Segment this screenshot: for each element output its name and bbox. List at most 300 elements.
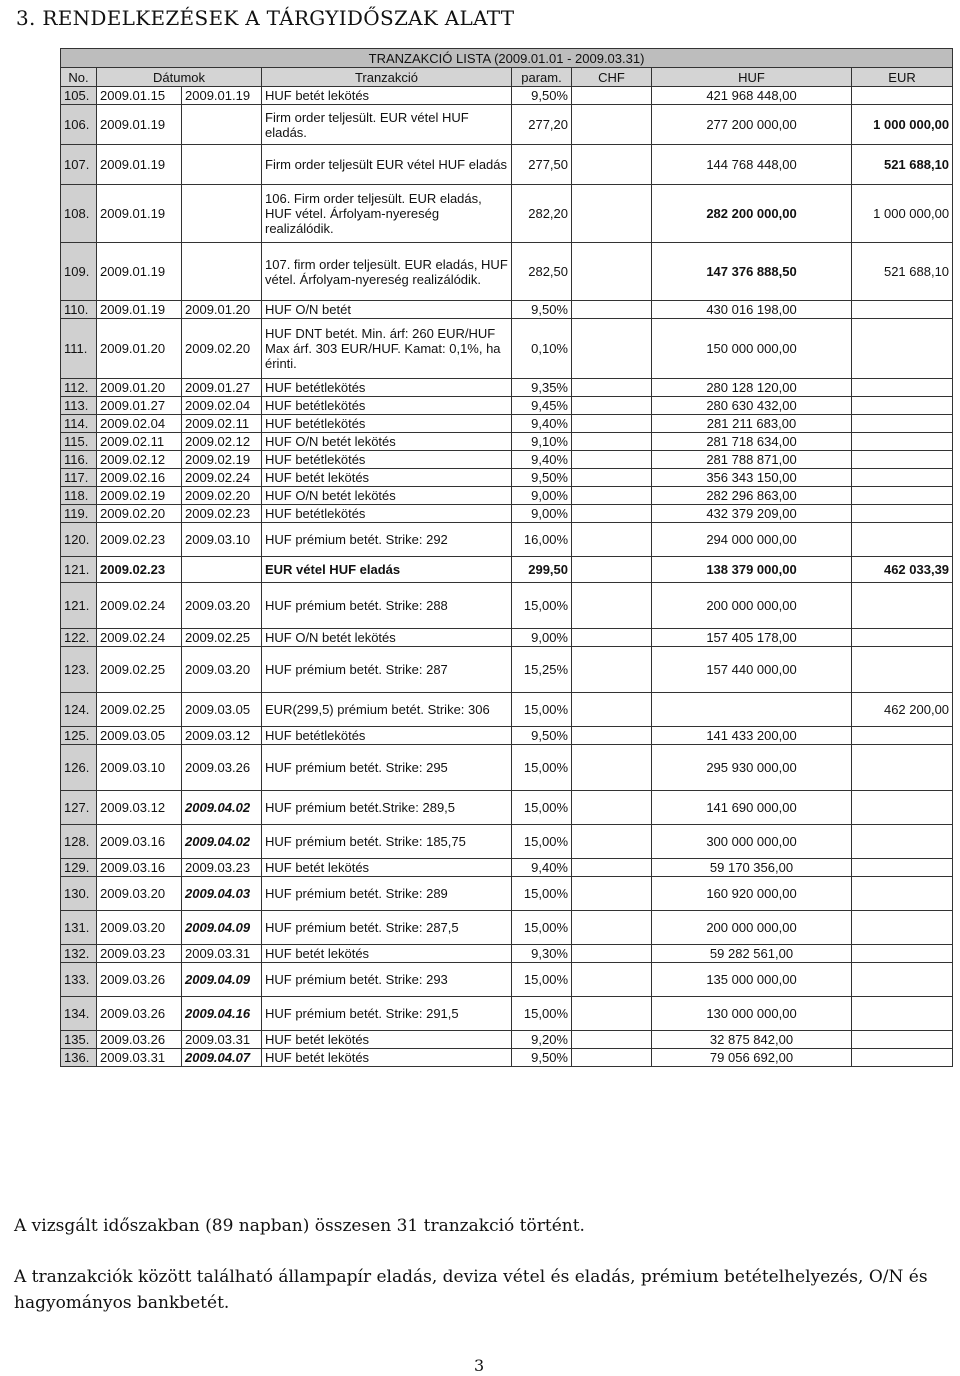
cell-no: 115. — [61, 433, 97, 451]
cell-huf: 157 405 178,00 — [652, 629, 852, 647]
cell-eur — [852, 319, 953, 379]
table-row — [61, 301, 953, 319]
cell-param: 282,50 — [512, 243, 572, 301]
cell-eur: 1 000 000,00 — [852, 185, 953, 243]
cell-no: 117. — [61, 469, 97, 487]
table-row — [61, 433, 953, 451]
cell-d1: 2009.02.12 — [97, 451, 182, 469]
cell-d2: 2009.04.02 — [182, 825, 262, 859]
cell-huf: 430 016 198,00 — [652, 301, 852, 319]
cell-huf: 130 000 000,00 — [652, 997, 852, 1031]
cell-param: 9,50% — [512, 87, 572, 105]
cell-chf — [572, 87, 652, 105]
table-row — [61, 859, 953, 877]
cell-tx: HUF betét lekötés — [262, 859, 512, 877]
col-header-param: param. — [512, 68, 572, 87]
cell-no: 111. — [61, 319, 97, 379]
cell-huf: 144 768 448,00 — [652, 145, 852, 185]
cell-tx: Firm order teljesült EUR vétel HUF eladás — [262, 145, 512, 185]
cell-chf — [572, 433, 652, 451]
cell-param: 15,00% — [512, 745, 572, 791]
cell-eur — [852, 647, 953, 693]
cell-huf: 281 788 871,00 — [652, 451, 852, 469]
cell-param: 15,00% — [512, 911, 572, 945]
cell-no: 132. — [61, 945, 97, 963]
cell-no: 127. — [61, 791, 97, 825]
cell-no: 110. — [61, 301, 97, 319]
cell-d2: 2009.01.19 — [182, 87, 262, 105]
cell-chf — [572, 105, 652, 145]
cell-eur — [852, 745, 953, 791]
cell-no: 136. — [61, 1049, 97, 1067]
cell-d1: 2009.02.25 — [97, 693, 182, 727]
cell-d2: 2009.02.20 — [182, 487, 262, 505]
cell-param: 9,20% — [512, 1031, 572, 1049]
table-row — [61, 469, 953, 487]
cell-eur: 1 000 000,00 — [852, 105, 953, 145]
cell-param: 15,00% — [512, 583, 572, 629]
cell-tx: HUF betétlekötés — [262, 505, 512, 523]
cell-huf: 280 128 120,00 — [652, 379, 852, 397]
cell-d2: 2009.03.20 — [182, 583, 262, 629]
cell-chf — [572, 629, 652, 647]
cell-tx: HUF DNT betét. Min. árf: 260 EUR/HUF Max árf. 303 EUR/HUF. Kamat: 0,1%, ha érinti. — [262, 319, 512, 379]
cell-d2: 2009.02.04 — [182, 397, 262, 415]
table-row — [61, 319, 953, 379]
cell-d1: 2009.01.19 — [97, 145, 182, 185]
cell-d2: 2009.02.24 — [182, 469, 262, 487]
col-header-huf: HUF — [652, 68, 852, 87]
cell-d1: 2009.01.19 — [97, 301, 182, 319]
cell-d1: 2009.03.05 — [97, 727, 182, 745]
cell-param: 15,00% — [512, 693, 572, 727]
cell-tx: 106. Firm order teljesült. EUR eladás, HUF vétel. Árfolyam-nyereség realizálódik. — [262, 185, 512, 243]
cell-d1: 2009.02.24 — [97, 583, 182, 629]
table-row — [61, 145, 953, 185]
cell-d2: 2009.03.31 — [182, 1031, 262, 1049]
cell-param: 9,50% — [512, 469, 572, 487]
cell-param: 9,50% — [512, 1049, 572, 1067]
cell-tx: HUF prémium betét. Strike: 288 — [262, 583, 512, 629]
cell-chf — [572, 415, 652, 433]
table-row — [61, 451, 953, 469]
cell-chf — [572, 397, 652, 415]
cell-chf — [572, 647, 652, 693]
cell-huf: 277 200 000,00 — [652, 105, 852, 145]
cell-no: 112. — [61, 379, 97, 397]
cell-d1: 2009.03.31 — [97, 1049, 182, 1067]
cell-d2: 2009.04.09 — [182, 963, 262, 997]
cell-huf: 356 343 150,00 — [652, 469, 852, 487]
cell-chf — [572, 825, 652, 859]
cell-d2: 2009.01.20 — [182, 301, 262, 319]
cell-param: 277,50 — [512, 145, 572, 185]
cell-chf — [572, 997, 652, 1031]
cell-huf: 32 875 842,00 — [652, 1031, 852, 1049]
cell-chf — [572, 1049, 652, 1067]
cell-huf: 421 968 448,00 — [652, 87, 852, 105]
cell-tx: HUF O/N betét lekötés — [262, 433, 512, 451]
cell-d1: 2009.03.16 — [97, 859, 182, 877]
cell-chf — [572, 877, 652, 911]
col-header-no: No. — [61, 68, 97, 87]
cell-tx: HUF prémium betét. Strike: 295 — [262, 745, 512, 791]
cell-chf — [572, 523, 652, 557]
cell-chf — [572, 469, 652, 487]
cell-param: 9,30% — [512, 945, 572, 963]
cell-d1: 2009.02.24 — [97, 629, 182, 647]
cell-chf — [572, 185, 652, 243]
cell-huf: 160 920 000,00 — [652, 877, 852, 911]
table-row — [61, 727, 953, 745]
cell-d2 — [182, 557, 262, 583]
cell-tx: HUF betét lekötés — [262, 1049, 512, 1067]
cell-no: 121. — [61, 583, 97, 629]
cell-d2: 2009.03.26 — [182, 745, 262, 791]
cell-tx: HUF betétlekötés — [262, 415, 512, 433]
cell-param: 0,10% — [512, 319, 572, 379]
cell-eur — [852, 945, 953, 963]
table-row — [61, 997, 953, 1031]
cell-chf — [572, 1031, 652, 1049]
cell-no: 121. — [61, 557, 97, 583]
cell-eur — [852, 487, 953, 505]
transaction-table — [60, 48, 953, 1067]
cell-tx: HUF prémium betét. Strike: 185,75 — [262, 825, 512, 859]
cell-tx: HUF prémium betét. Strike: 292 — [262, 523, 512, 557]
table-row — [61, 505, 953, 523]
cell-no: 135. — [61, 1031, 97, 1049]
cell-no: 113. — [61, 397, 97, 415]
table-header-row — [61, 68, 953, 87]
table-title-row — [61, 49, 953, 68]
cell-d1: 2009.01.20 — [97, 379, 182, 397]
cell-tx: HUF prémium betét. Strike: 291,5 — [262, 997, 512, 1031]
cell-param: 15,00% — [512, 791, 572, 825]
cell-eur — [852, 997, 953, 1031]
cell-no: 124. — [61, 693, 97, 727]
cell-param: 9,00% — [512, 505, 572, 523]
cell-no: 120. — [61, 523, 97, 557]
cell-eur — [852, 523, 953, 557]
cell-no: 119. — [61, 505, 97, 523]
cell-huf: 59 282 561,00 — [652, 945, 852, 963]
cell-eur — [852, 1031, 953, 1049]
cell-d1: 2009.01.19 — [97, 105, 182, 145]
cell-tx: HUF betétlekötés — [262, 451, 512, 469]
cell-chf — [572, 791, 652, 825]
cell-param: 9,50% — [512, 301, 572, 319]
col-header-transaction: Tranzakció — [262, 68, 512, 87]
cell-tx: HUF O/N betét lekötés — [262, 487, 512, 505]
cell-no: 129. — [61, 859, 97, 877]
cell-tx: HUF prémium betét. Strike: 293 — [262, 963, 512, 997]
cell-chf — [572, 487, 652, 505]
table-row — [61, 647, 953, 693]
cell-chf — [572, 911, 652, 945]
cell-d1: 2009.01.15 — [97, 87, 182, 105]
table-row — [61, 1049, 953, 1067]
cell-tx: 107. firm order teljesült. EUR eladás, HUF vétel. Árfolyam-nyereség realizálódik. — [262, 243, 512, 301]
table-row — [61, 693, 953, 727]
cell-tx: HUF prémium betét.Strike: 289,5 — [262, 791, 512, 825]
cell-no: 128. — [61, 825, 97, 859]
cell-huf: 282 296 863,00 — [652, 487, 852, 505]
cell-d2: 2009.02.20 — [182, 319, 262, 379]
cell-d1: 2009.03.20 — [97, 877, 182, 911]
cell-chf — [572, 945, 652, 963]
cell-chf — [572, 745, 652, 791]
table-row — [61, 379, 953, 397]
table-row — [61, 963, 953, 997]
cell-d2: 2009.02.12 — [182, 433, 262, 451]
cell-d1: 2009.01.20 — [97, 319, 182, 379]
cell-tx: HUF betétlekötés — [262, 379, 512, 397]
cell-d2: 2009.03.12 — [182, 727, 262, 745]
cell-d2: 2009.02.25 — [182, 629, 262, 647]
section-heading: 3. RENDELKEZÉSEK A TÁRGYIDŐSZAK ALATT — [16, 6, 515, 30]
cell-tx: HUF betét lekötés — [262, 945, 512, 963]
cell-eur — [852, 301, 953, 319]
cell-d2: 2009.02.23 — [182, 505, 262, 523]
cell-chf — [572, 319, 652, 379]
cell-eur: 462 200,00 — [852, 693, 953, 727]
cell-param: 16,00% — [512, 523, 572, 557]
cell-eur: 521 688,10 — [852, 145, 953, 185]
table-row — [61, 945, 953, 963]
cell-chf — [572, 145, 652, 185]
cell-param: 15,00% — [512, 997, 572, 1031]
cell-d1: 2009.02.23 — [97, 557, 182, 583]
cell-param: 15,00% — [512, 825, 572, 859]
cell-d1: 2009.02.23 — [97, 523, 182, 557]
cell-d2: 2009.03.23 — [182, 859, 262, 877]
table-row — [61, 1031, 953, 1049]
cell-no: 106. — [61, 105, 97, 145]
cell-huf: 200 000 000,00 — [652, 911, 852, 945]
cell-tx: HUF betét lekötés — [262, 87, 512, 105]
table-row — [61, 523, 953, 557]
table-row — [61, 415, 953, 433]
cell-d2: 2009.04.03 — [182, 877, 262, 911]
table-title: TRANZAKCIÓ LISTA (2009.01.01 - 2009.03.31) — [61, 49, 953, 68]
cell-d2: 2009.04.16 — [182, 997, 262, 1031]
cell-d1: 2009.01.27 — [97, 397, 182, 415]
cell-eur — [852, 451, 953, 469]
cell-d2 — [182, 145, 262, 185]
cell-param: 9,40% — [512, 415, 572, 433]
cell-d2: 2009.04.07 — [182, 1049, 262, 1067]
cell-d2: 2009.03.10 — [182, 523, 262, 557]
cell-no: 126. — [61, 745, 97, 791]
cell-tx: EUR(299,5) prémium betét. Strike: 306 — [262, 693, 512, 727]
cell-eur — [852, 469, 953, 487]
cell-d1: 2009.02.04 — [97, 415, 182, 433]
cell-huf: 147 376 888,50 — [652, 243, 852, 301]
cell-chf — [572, 451, 652, 469]
cell-tx: HUF O/N betét — [262, 301, 512, 319]
cell-huf: 432 379 209,00 — [652, 505, 852, 523]
cell-eur — [852, 859, 953, 877]
cell-huf: 300 000 000,00 — [652, 825, 852, 859]
cell-d1: 2009.03.16 — [97, 825, 182, 859]
cell-huf: 200 000 000,00 — [652, 583, 852, 629]
cell-d2: 2009.01.27 — [182, 379, 262, 397]
cell-no: 133. — [61, 963, 97, 997]
col-header-eur: EUR — [852, 68, 953, 87]
table-row — [61, 397, 953, 415]
cell-chf — [572, 859, 652, 877]
cell-param: 9,40% — [512, 859, 572, 877]
cell-d1: 2009.03.26 — [97, 1031, 182, 1049]
col-header-dates: Dátumok — [97, 68, 262, 87]
cell-param: 299,50 — [512, 557, 572, 583]
cell-no: 131. — [61, 911, 97, 945]
cell-no: 122. — [61, 629, 97, 647]
cell-huf: 294 000 000,00 — [652, 523, 852, 557]
cell-no: 123. — [61, 647, 97, 693]
cell-d1: 2009.03.20 — [97, 911, 182, 945]
cell-param: 9,00% — [512, 487, 572, 505]
cell-huf: 295 930 000,00 — [652, 745, 852, 791]
cell-d2: 2009.02.19 — [182, 451, 262, 469]
cell-no: 107. — [61, 145, 97, 185]
cell-chf — [572, 379, 652, 397]
cell-huf: 79 056 692,00 — [652, 1049, 852, 1067]
cell-huf: 280 630 432,00 — [652, 397, 852, 415]
cell-tx: HUF prémium betét. Strike: 289 — [262, 877, 512, 911]
cell-d1: 2009.01.19 — [97, 185, 182, 243]
cell-eur — [852, 87, 953, 105]
table-row — [61, 911, 953, 945]
cell-param: 15,00% — [512, 963, 572, 997]
cell-d2 — [182, 105, 262, 145]
cell-d1: 2009.02.20 — [97, 505, 182, 523]
cell-no: 125. — [61, 727, 97, 745]
cell-d1: 2009.03.12 — [97, 791, 182, 825]
cell-eur — [852, 583, 953, 629]
cell-param: 15,25% — [512, 647, 572, 693]
cell-d2: 2009.03.20 — [182, 647, 262, 693]
cell-param: 277,20 — [512, 105, 572, 145]
cell-no: 108. — [61, 185, 97, 243]
cell-chf — [572, 243, 652, 301]
cell-eur — [852, 727, 953, 745]
cell-tx: Firm order teljesült. EUR vétel HUF eladás. — [262, 105, 512, 145]
cell-param: 9,40% — [512, 451, 572, 469]
cell-chf — [572, 693, 652, 727]
cell-huf: 141 433 200,00 — [652, 727, 852, 745]
cell-d1: 2009.02.16 — [97, 469, 182, 487]
cell-d1: 2009.02.19 — [97, 487, 182, 505]
cell-eur — [852, 911, 953, 945]
cell-eur — [852, 963, 953, 997]
table-row — [61, 583, 953, 629]
cell-d1: 2009.03.26 — [97, 997, 182, 1031]
cell-no: 114. — [61, 415, 97, 433]
cell-huf: 59 170 356,00 — [652, 859, 852, 877]
cell-no: 118. — [61, 487, 97, 505]
cell-eur: 462 033,39 — [852, 557, 953, 583]
table-row — [61, 877, 953, 911]
cell-d1: 2009.02.11 — [97, 433, 182, 451]
cell-d2: 2009.02.11 — [182, 415, 262, 433]
table-row — [61, 105, 953, 145]
table-row — [61, 87, 953, 105]
cell-d1: 2009.01.19 — [97, 243, 182, 301]
cell-d2: 2009.04.09 — [182, 911, 262, 945]
cell-eur — [852, 397, 953, 415]
table-row — [61, 185, 953, 243]
cell-tx: HUF O/N betét lekötés — [262, 629, 512, 647]
page-number: 3 — [474, 1356, 485, 1375]
cell-d2: 2009.03.31 — [182, 945, 262, 963]
cell-d2: 2009.04.02 — [182, 791, 262, 825]
cell-d1: 2009.03.10 — [97, 745, 182, 791]
summary-paragraph: A tranzakciók között található állampapír eladás, deviza vétel és eladás, prémium betételhelyezés, O/N és hagyományos bankbetét. — [14, 1267, 928, 1313]
cell-tx: EUR vétel HUF eladás — [262, 557, 512, 583]
cell-chf — [572, 301, 652, 319]
cell-chf — [572, 963, 652, 997]
cell-eur — [852, 505, 953, 523]
cell-eur — [852, 415, 953, 433]
cell-huf: 135 000 000,00 — [652, 963, 852, 997]
cell-tx: HUF betét lekötés — [262, 469, 512, 487]
cell-tx: HUF betétlekötés — [262, 397, 512, 415]
cell-chf — [572, 727, 652, 745]
cell-huf: 281 718 634,00 — [652, 433, 852, 451]
cell-huf: 150 000 000,00 — [652, 319, 852, 379]
cell-d2 — [182, 185, 262, 243]
cell-no: 105. — [61, 87, 97, 105]
cell-chf — [572, 557, 652, 583]
summary-line: A vizsgált időszakban (89 napban) összesen 31 tranzakció történt. — [14, 1216, 585, 1236]
table-row — [61, 791, 953, 825]
cell-eur: 521 688,10 — [852, 243, 953, 301]
table-body — [61, 87, 953, 1067]
cell-param: 9,00% — [512, 629, 572, 647]
table-row — [61, 825, 953, 859]
cell-eur — [852, 1049, 953, 1067]
cell-eur — [852, 379, 953, 397]
cell-d1: 2009.03.23 — [97, 945, 182, 963]
cell-param: 9,10% — [512, 433, 572, 451]
cell-huf: 141 690 000,00 — [652, 791, 852, 825]
table-row — [61, 487, 953, 505]
cell-eur — [852, 825, 953, 859]
cell-param: 9,45% — [512, 397, 572, 415]
cell-eur — [852, 433, 953, 451]
cell-chf — [572, 583, 652, 629]
cell-huf — [652, 693, 852, 727]
cell-eur — [852, 629, 953, 647]
cell-tx: HUF prémium betét. Strike: 287 — [262, 647, 512, 693]
cell-tx: HUF prémium betét. Strike: 287,5 — [262, 911, 512, 945]
cell-d1: 2009.02.25 — [97, 647, 182, 693]
cell-d1: 2009.03.26 — [97, 963, 182, 997]
cell-no: 134. — [61, 997, 97, 1031]
cell-huf: 281 211 683,00 — [652, 415, 852, 433]
cell-tx: HUF betétlekötés — [262, 727, 512, 745]
cell-huf: 282 200 000,00 — [652, 185, 852, 243]
cell-param: 9,50% — [512, 727, 572, 745]
cell-eur — [852, 877, 953, 911]
cell-d2 — [182, 243, 262, 301]
col-header-chf: CHF — [572, 68, 652, 87]
table-row — [61, 745, 953, 791]
table-row — [61, 243, 953, 301]
cell-tx: HUF betét lekötés — [262, 1031, 512, 1049]
